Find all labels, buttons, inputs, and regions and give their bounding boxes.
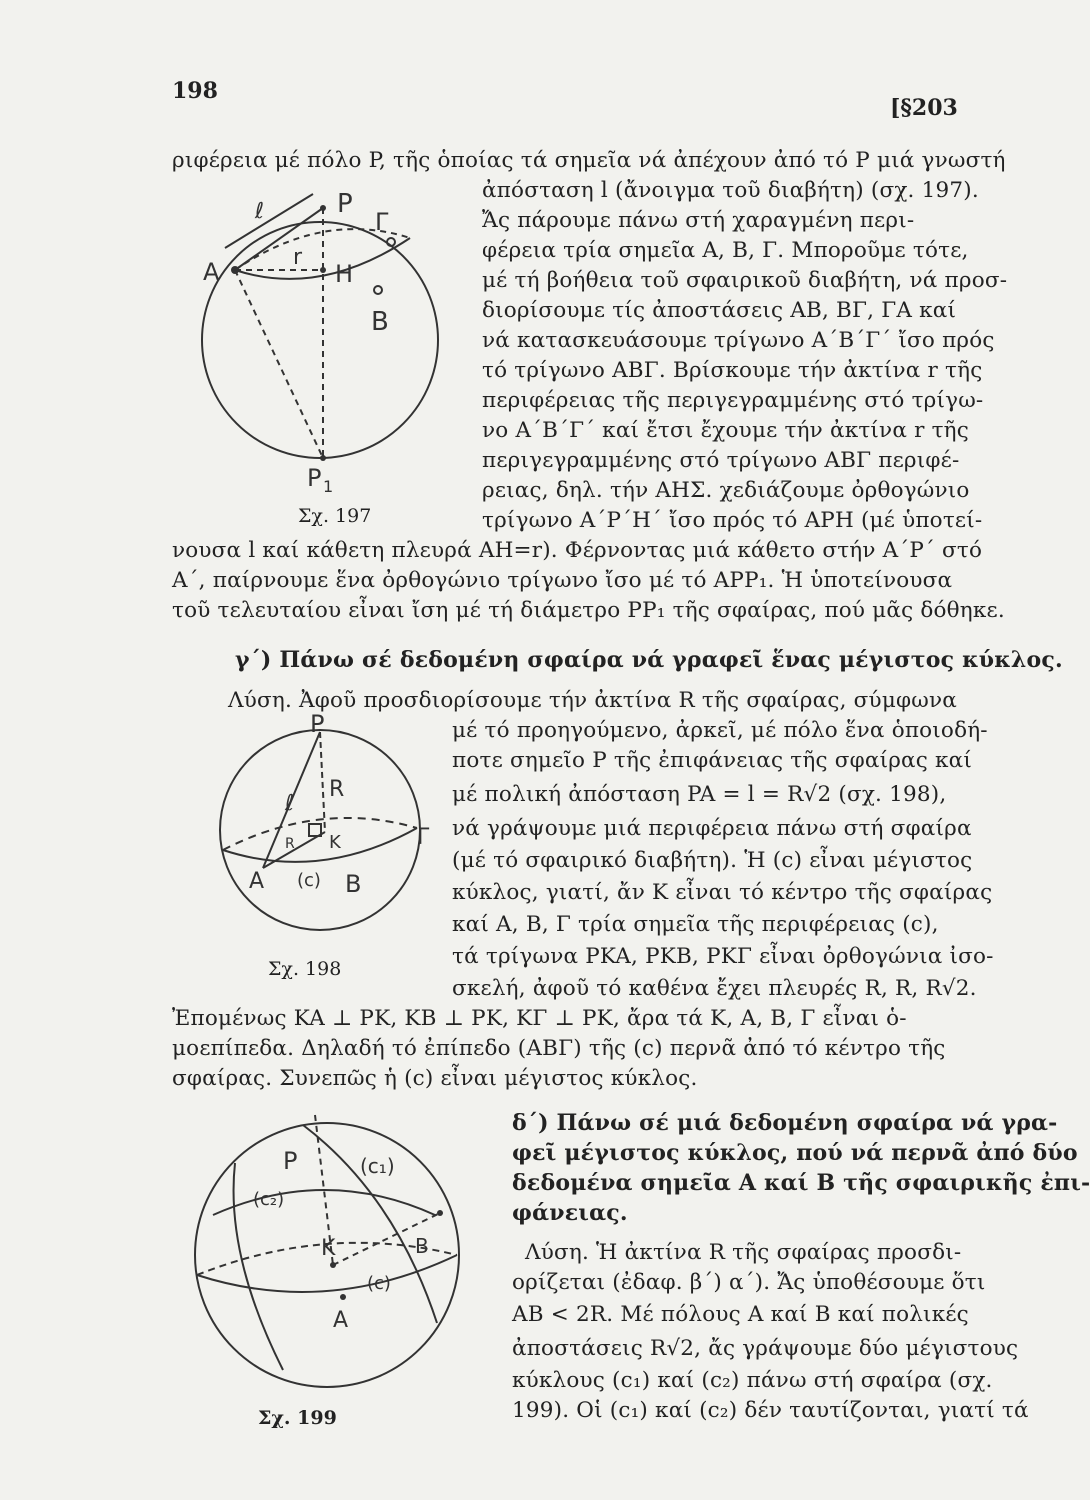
text-line: περιγεγραμμένης στό τρίγωνο ABΓ περιφέ- [482, 448, 960, 473]
text-line: τά τρίγωνα PKA, PKB, PKΓ εἶναι ὀρθογώνια ἰσο- [452, 944, 994, 969]
text-line: ἀποστάσεις R√2, ἄς γράψουμε δύο μέγιστους [512, 1336, 1019, 1361]
heading-delta: δ΄) Πάνω σέ μιά δεδομένη σφαίρα νά γρα- [512, 1110, 1058, 1136]
text-line: ριφέρεια μέ πόλο P, τῆς ὁποίας τά σημεῖα νά ἀπέχουν ἀπό τό P μιά γνωστή [172, 148, 1006, 173]
text-line: Λύση. Ἡ ἀκτίνα R τῆς σφαίρας προσδι- [525, 1240, 962, 1265]
label-l: ℓ [255, 199, 265, 224]
caption-fig199: Σχ. 199 [258, 1407, 337, 1429]
label-A: A [203, 258, 220, 286]
heading-delta: φεῖ μέγιστος κύκλος, πού νά περνᾶ ἀπό δύο [512, 1140, 1078, 1166]
label-G: Γ [417, 825, 430, 850]
heading-delta: δεδομένα σημεῖα A καί B τῆς σφαιρικῆς ἐπι- [512, 1170, 1090, 1196]
text-line: σφαίρας. Συνεπῶς ἡ (c) εἶναι μέγιστος κύκλος. [172, 1066, 698, 1091]
label-A: A [249, 869, 265, 894]
text-line: 199). Οἱ (c₁) καί (c₂) δέν ταυτίζονται, γιατί τά [512, 1398, 1029, 1423]
label-c: (c) [297, 870, 321, 891]
label-c2: (c₂) [253, 1189, 285, 1210]
text-line: μέ τή βοήθεια τοῦ σφαιρικοῦ διαβήτη, νά προσ- [482, 268, 1008, 293]
label-r: r [293, 245, 303, 270]
label-P: P [283, 1147, 298, 1175]
figure-199 [185, 1105, 485, 1405]
text-line: κύκλος, γιατί, ἄν K εἶναι τό κέντρο τῆς σφαίρας [452, 880, 993, 905]
text-line: μοεπίπεδα. Δηλαδή τό ἐπίπεδο (ABΓ) τῆς (c) περνᾶ ἀπό τό κέντρο τῆς [172, 1036, 946, 1061]
text-line: νά γράψουμε μιά περιφέρεια πάνω στή σφαίρα [452, 816, 972, 841]
text-line: νο A΄B΄Γ΄ καί ἔτσι ἔχουμε τήν ἀκτίνα r τῆς [482, 418, 970, 443]
text-line: A΄, παίρνουμε ἕνα ὀρθογώνιο τρίγωνο ἴσο μέ τό APP₁. Ἡ ὑποτείνουσα [172, 568, 953, 593]
text-line: διορίσουμε τίς ἀποστάσεις AB, BΓ, ΓA καί [482, 298, 957, 323]
length-mark [225, 194, 313, 248]
text-line: ἀπόσταση l (ἄνοιγμα τοῦ διαβήτη) (σχ. 197). [482, 178, 979, 203]
text-line: μέ πολική ἀπόσταση PA = l = R√2 (σχ. 198), [452, 782, 947, 807]
slant-line [235, 208, 323, 270]
text-line: Ἐπομένως KA ⊥ PK, KB ⊥ PK, KΓ ⊥ PK, ἄρα τά K, A, B, Γ εἶναι ὁ- [172, 1006, 907, 1031]
heading-gamma: γ΄) Πάνω σέ δεδομένη σφαίρα νά γραφεῖ ἕνας μέγιστος κύκλος. [235, 647, 1063, 673]
label-R1: R [329, 777, 345, 802]
label-G: Γ [375, 208, 389, 236]
label-R2: R [285, 836, 295, 852]
label-B: B [371, 307, 389, 337]
text-line: Λύση. Ἀφοῦ προσδιορίσουμε τήν ἀκτίνα R τῆς σφαίρας, σύμφωνα [228, 688, 957, 713]
figure-198 [205, 710, 445, 910]
text-line: καί A, B, Γ τρία σημεῖα τῆς περιφέρειας (c), [452, 912, 939, 937]
radius-vertical [320, 732, 325, 832]
text-line: φέρεια τρία σημεῖα A, B, Γ. Μποροῦμε τότε, [482, 238, 969, 263]
section-marker: [§203 [890, 95, 958, 121]
text-line: Ἄς πάρουμε πάνω στή χαραγμένη περι- [482, 208, 915, 233]
label-c: (c) [367, 1273, 391, 1294]
page-number: 198 [172, 78, 218, 104]
figure-197 [195, 190, 475, 530]
label-B: B [345, 870, 362, 898]
label-l: ℓ [285, 791, 295, 816]
text-line: τό τρίγωνο ABΓ. Βρίσκουμε τήν ἀκτίνα r τῆς [482, 358, 983, 383]
text-line: τοῦ τελευταίου εἶναι ἴση μέ τή διάμετρο PP₁ τῆς σφαίρας, πού μᾶς δόθηκε. [172, 598, 1005, 623]
label-H: H [335, 260, 354, 288]
label-K: K [321, 1236, 336, 1261]
text-line: περιφέρειας τῆς περιγεγραμμένης στό τρίγω- [482, 388, 984, 413]
label-c1: (c₁) [360, 1154, 395, 1178]
sphere-outline [202, 222, 438, 458]
label-P: P [310, 710, 325, 738]
text-line: μέ τό προηγούμενο, ἀρκεῖ, μέ πόλο ἕνα ὁποιοδή- [452, 718, 988, 743]
text-line: σκελή, ἀφοῦ τό καθένα ἔχει πλευρές R, R, R√2. [452, 976, 977, 1001]
text-line: κύκλους (c₁) καί (c₂) πάνω στή σφαίρα (σχ. [512, 1368, 993, 1393]
text-line: τρίγωνο A΄P΄H΄ ἴσο πρός τό APH (μέ ὑποτεί- [482, 508, 983, 533]
right-angle-mark [309, 824, 321, 836]
label-P1: P [307, 464, 322, 492]
label-P1-sub: 1 [323, 477, 334, 496]
text-line: (μέ τό σφαιρικό διαβήτη). Ἡ (c) εἶναι μέγιστος [452, 848, 973, 873]
text-line: νουσα l καί κάθετη πλευρά AH=r). Φέρνοντας μιά κάθετο στήν A΄P΄ στό [172, 538, 983, 563]
label-B: B [415, 1234, 429, 1258]
text-line: νά κατασκευάσουμε τρίγωνο A΄B΄Γ΄ ἴσο πρός [482, 328, 995, 353]
text-line: ορίζεται (ἐδαφ. β΄) α΄). Ἄς ὑποθέσουμε ὅτι [512, 1270, 986, 1295]
caption-fig198: Σχ. 198 [268, 958, 342, 980]
label-P: P [337, 189, 353, 219]
text-line: AB < 2R. Μέ πόλους A καί B καί πολικές [512, 1302, 969, 1327]
text-line: ποτε σημεῖο P τῆς ἐπιφάνειας τῆς σφαίρας καί [452, 748, 973, 773]
heading-delta: φάνειας. [512, 1200, 628, 1226]
chord-line [235, 270, 323, 458]
label-K: K [329, 832, 341, 853]
caption-fig197: Σχ. 197 [298, 505, 372, 527]
label-A: A [333, 1308, 349, 1333]
text-line: ρειας, δηλ. τήν AHΣ. χεδιάζουμε ὀρθογώνιο [482, 478, 970, 503]
